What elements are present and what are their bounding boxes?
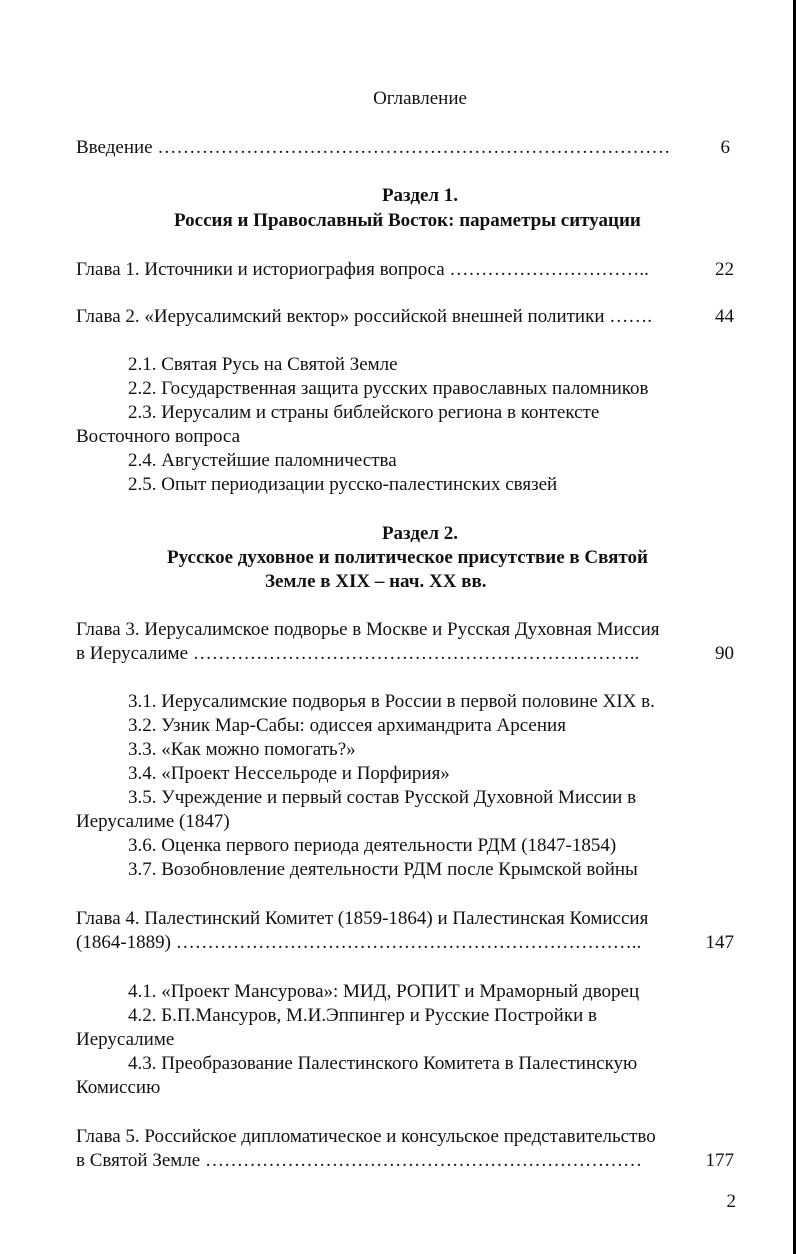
chapter3-item: 3.2. Узник Мар-Сабы: одиссея архимандрита Арсения	[128, 715, 566, 736]
chapter3-item: 3.6. Оценка первого периода деятельности РДМ (1847-1854)	[128, 835, 617, 856]
chapter3-item: 3.1. Иерусалимские подворья в России в первой половине XIX в.	[128, 691, 655, 712]
chapter4-item-continuation: Комиссию	[76, 1077, 161, 1098]
section2-line2: Земле в XIX – нач. XX вв.	[265, 571, 487, 592]
chapter4-entry-line1: Глава 4. Палестинский Комитет (1859-1864) и Палестинская Комиссия	[76, 908, 649, 929]
chapter2-item: 2.4. Августейшие паломничества	[128, 450, 397, 471]
chapter3-item-continuation: Иерусалиме (1847)	[76, 811, 230, 832]
chapter5-page: 177	[705, 1150, 734, 1171]
toc-heading: Оглавление	[373, 88, 467, 109]
section2-title: Раздел 2.	[381, 523, 459, 544]
chapter2-item-continuation: Восточного вопроса	[76, 426, 241, 447]
intro-entry: Введение ………………………………………………………………………	[76, 137, 671, 158]
chapter2-item: 2.1. Святая Русь на Святой Земле	[128, 354, 398, 375]
chapter2-item: 2.5. Опыт периодизации русско-палестинских связей	[128, 474, 558, 495]
intro-page: 6	[720, 137, 730, 158]
chapter4-item-continuation: Иерусалиме	[76, 1029, 175, 1050]
chapter3-item: 3.7. Возобновление деятельности РДМ после Крымской войны	[128, 859, 638, 880]
chapter3-page: 90	[715, 643, 734, 664]
chapter4-item: 4.3. Преобразование Палестинского Комитета в Палестинскую	[128, 1053, 638, 1074]
chapter4-entry-line2: (1864-1889) ………………………………………………………………..	[76, 932, 642, 953]
chapter3-item: 3.5. Учреждение и первый состав Русской Духовной Миссии в	[128, 787, 637, 808]
chapter4-item: 4.2. Б.П.Мансуров, М.И.Эппингер и Русские Постройки в	[128, 1005, 597, 1026]
chapter2-page: 44	[715, 306, 734, 327]
page-number: 2	[726, 1191, 736, 1212]
chapter3-entry-line2: в Иерусалиме ……………………………………………………………..	[76, 643, 640, 664]
chapter5-entry-line2: в Святой Земле ……………………………………………………………	[76, 1150, 642, 1171]
chapter4-page: 147	[705, 932, 734, 953]
chapter5-entry-line1: Глава 5. Российское дипломатическое и консульское представительство	[76, 1126, 656, 1147]
section1-title: Раздел 1.	[381, 185, 459, 206]
section1-subtitle: Россия и Православный Восток: параметры ситуации	[174, 210, 641, 231]
section2-line1: Русское духовное и политическое присутствие в Святой	[167, 547, 648, 568]
chapter2-item: 2.3. Иерусалим и страны библейского региона в контексте	[128, 402, 600, 423]
chapter4-item: 4.1. «Проект Мансурова»: МИД, РОПИТ и Мраморный дворец	[128, 981, 640, 1002]
chapter1-entry: Глава 1. Источники и историография вопроса …………………………..	[76, 259, 649, 280]
chapter1-page: 22	[715, 259, 734, 280]
chapter3-item: 3.3. «Как можно помогать?»	[128, 739, 356, 760]
chapter3-item: 3.4. «Проект Нессельроде и Порфирия»	[128, 763, 450, 784]
chapter2-item: 2.2. Государственная защита русских православных паломников	[128, 378, 649, 399]
chapter3-entry-line1: Глава 3. Иерусалимское подворье в Москве и Русская Духовная Миссия	[76, 619, 660, 640]
chapter2-entry: Глава 2. «Иерусалимский вектор» российской внешней политики …….	[76, 306, 652, 327]
